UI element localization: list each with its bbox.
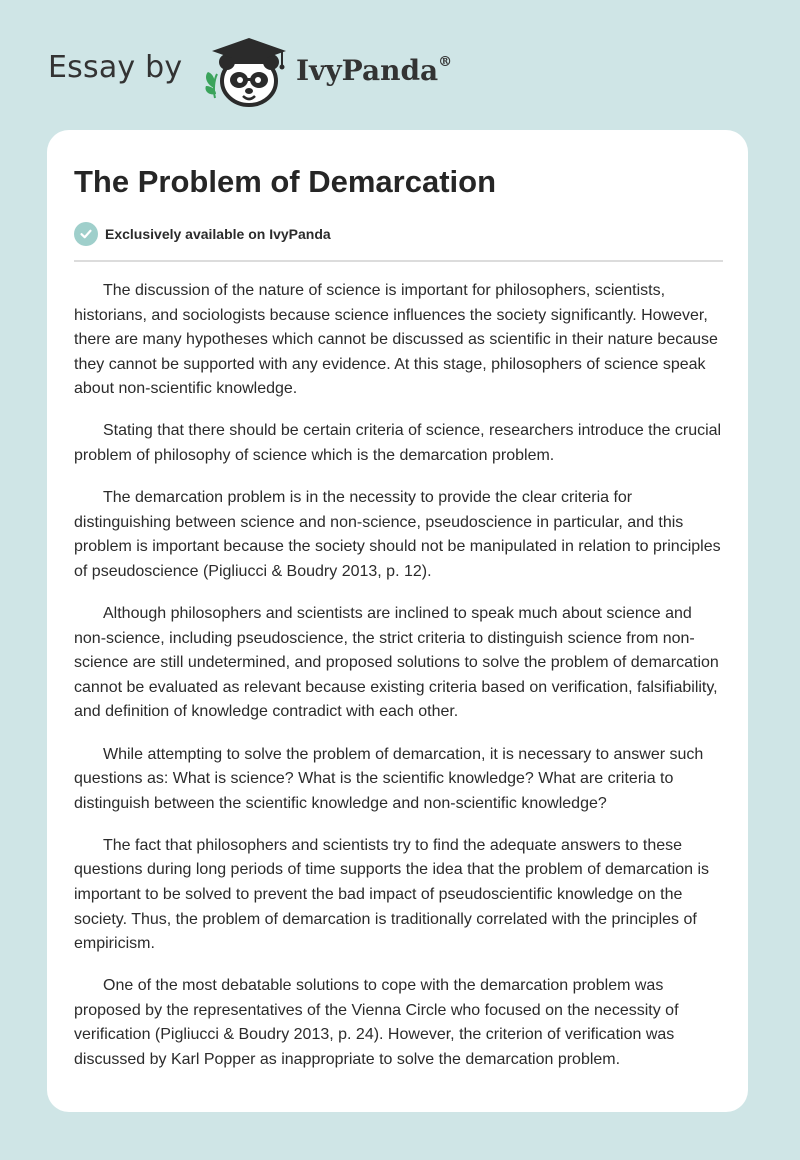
brand-name: IvyPanda (296, 54, 439, 87)
paragraph: Stating that there should be certain criteria of science, researchers introduce the crucial problem of philosophy of science which is the demarcation problem. (74, 422, 722, 465)
paragraph: The discussion of the nature of science is important for philosophers, scientists, historians, and sociologists because science influences the society significantly. However, there are many hypotheses which cannot be discussed as scientific in their nature because they cannot be supported with any evidence. At this stage, philosophers of science speak about non-scientific knowledge. (74, 282, 718, 398)
essay-by-label: Essay by (48, 50, 183, 85)
paragraph: Although philosophers and scientists are inclined to speak much about science and non-science, including pseudoscience, the strict criteria to distinguish science from non-science are still undetermined, and proposed solutions to solve the problem of demarcation cannot be evaluated as relevant because existing criteria based on verification, falsifiability, and definition of knowledge contradict with each other. (74, 605, 719, 721)
check-icon (74, 222, 98, 246)
paragraph: One of the most debatable solutions to cope with the demarcation problem was proposed by the representatives of the Vienna Circle who focused on the necessity of verification (Pigliucci & Boudry 2013, p. 24). However, the criterion of verification was discussed by Karl Popper as inappropriate to solve the demarcation problem. (74, 977, 679, 1069)
brand-logo-text[interactable] (296, 54, 452, 87)
exclusive-label: Exclusively available on IvyPanda (105, 226, 331, 242)
paragraph: The fact that philosophers and scientists try to find the adequate answers to these questions during long periods of time supports the idea that the problem of demarcation is important to be solved to prevent the bad impact of pseudoscientific knowledge on the society. Thus, the problem of demarcation is traditionally correlated with the principles of empiricism. (74, 836, 710, 953)
site-header (0, 0, 800, 130)
exclusive-badge (74, 221, 331, 247)
page-title: The Problem of Demarcation (74, 164, 497, 199)
panda-graduate-icon[interactable] (200, 36, 292, 108)
registered-mark: ® (438, 53, 453, 70)
paragraph: While attempting to solve the problem of demarcation, it is necessary to answer such questions as: What is science? What is the scientific knowledge? What are criteria to distinguish between the scientific knowledge and non-scientific knowledge? (74, 745, 704, 812)
essay-body (74, 279, 724, 1090)
divider (74, 260, 723, 262)
essay-card (47, 130, 748, 1112)
paragraph: The demarcation problem is in the necessity to provide the clear criteria for distinguishing between science and non-science, pseudoscience in particular, and this problem is important because the society should not be manipulated in relation to principles of pseudoscience (Pigliucci & Boudry 2013, p. 12). (74, 489, 721, 580)
